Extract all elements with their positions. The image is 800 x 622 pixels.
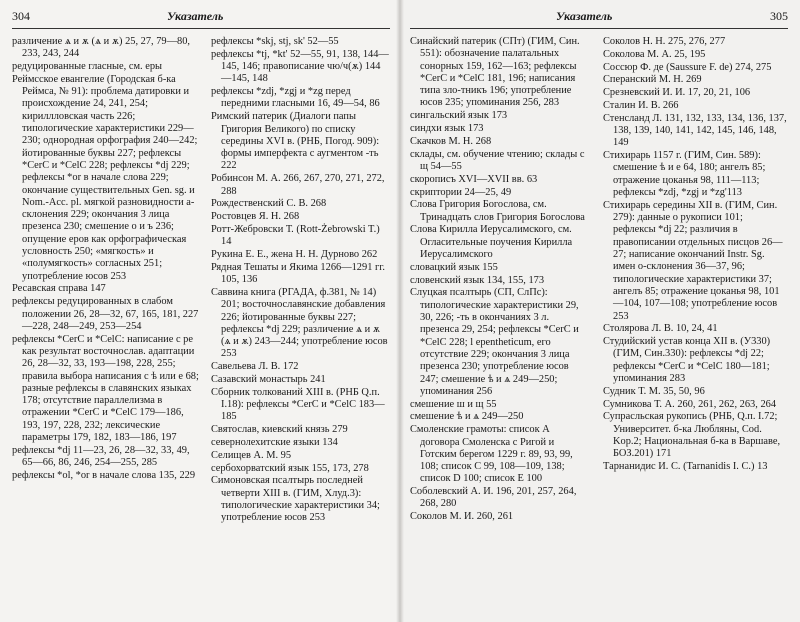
index-entry: Саввина книга (РГАДА, ф.381, № 14) 201; восточнославянские добавления 226; йотированные буквы 227; рефлексы *dj 229; различение ѧ и ѫ (ѧ и ѫ) 243—244; употребление юсов 253 <box>211 286 388 360</box>
index-entry: Ротт-Жебровски Т. (Rott-Żebrowski T.) 14 <box>211 223 380 248</box>
index-entry: Реймсское евангелие (Городская б-ка Реймса, № 91): проблема датировки и происхождение 24, 241, 254; кириллловская часть 226; типологические характеристики 229—230; однородная орфография 240—242; йотированные буквы 227; рефлексы *CerC и *CelC 228; рефлексы *dj 229; рефлексы *or в начале слова 229; окончание существительных Gen. sg. и Nom.-Acc. pl. мягкой разновидности a-склонения 229; окончания 3 лица презенса 230; смешение о и ъ 236; опущение еров как орфографическая условность 250; «мягкость» и «полумягкость» согласных 251; употребление юсов 253 <box>12 73 198 282</box>
index-entry: сербохорватский язык 155, 173, 278 <box>211 462 369 474</box>
index-entry: Рождественский С. В. 268 <box>211 198 327 210</box>
right-column-2 <box>603 36 788 524</box>
index-entry: Робинсон М. А. 266, 267, 270, 271, 272, 288 <box>211 173 385 197</box>
index-entry: скриптории 24—25, 49 <box>410 186 512 198</box>
index-entry: Савельева Л. В. 172 <box>211 361 299 373</box>
index-entry: севернолехитские языки 134 <box>211 437 338 448</box>
index-entry: Стенсланд Л. 131, 132, 133, 134, 136, 137, 138, 139, 140, 141, 142, 145, 146, 148, 149 <box>603 112 787 149</box>
left-page-columns <box>12 36 390 525</box>
index-entry: Святослав, киевский князь 279 <box>211 424 348 436</box>
index-entry: Тарнанидис И. С. (Tarnanidis I. C.) 13 <box>603 461 768 473</box>
index-entry: рефлексы *ol, *or в начале слова 135, 229 <box>12 469 196 481</box>
left-page-number: 304 <box>12 9 30 23</box>
index-entry: редуцированные гласные, см. еры <box>12 61 163 73</box>
index-entry: различение ѧ и ѫ (ѧ и ѫ) 25, 27, 79—80, 233, 243, 244 <box>12 36 191 60</box>
index-entry: Слуцкая псалтырь (СП, СлПс): типологические характеристики 29, 30, 226; -ть в окончаниях 3 л. презенса 29, 254; рефлексы *CerC и *CelC 228; l epentheticum, его отсутствие 229; окончания 3 лица презенса 230; употребление юсов 247; смешение ѣ и ѧ 249—250; упоминания 256 <box>410 287 579 397</box>
right-page <box>400 0 800 622</box>
right-running-title: Указатель <box>556 9 613 23</box>
index-entry: Сперанский М. Н. 269 <box>603 74 702 86</box>
index-entry: синдхи язык 173 <box>410 123 484 135</box>
index-entry: Студийский устав конца XII в. (У330) (ГИМ, Син.330): рефлексы *dj 22; рефлексы *CerC и *CelC 180—181; упоминания 283 <box>603 336 771 385</box>
index-entry: Рядная Тешаты и Якима 1266—1291 гг. 105, 136 <box>211 261 385 286</box>
index-entry: Столярова Л. В. 10, 24, 41 <box>603 323 718 335</box>
index-entry: рефлексы *zdj, *zgj и *zg перед передними гласными 16, 49—54, 86 <box>211 86 380 110</box>
index-entry: Соссюр Ф. де (Saussure F. de) 274, 275 <box>603 61 772 73</box>
index-entry: Ресавская справа 147 <box>12 283 106 295</box>
index-entry: Римский патерик (Диалоги папы Григория Великого) по списку середины XVI в. (РНБ, Погод. 909): формы имперфекта с аугментом -ть 222 <box>211 111 380 172</box>
index-entry: Сборник толкований XIII в. (РНБ Q.п. I.18): рефлексы *CerC и *CelC 183—185 <box>211 386 385 423</box>
index-entry: сингальский язык 173 <box>410 110 508 122</box>
index-entry: смешение ш и щ 55 <box>410 398 497 410</box>
index-entry: рефлексы *dj 11—23, 26, 28—32, 33, 49, 65—66, 86, 246, 254—255, 285 <box>12 444 190 469</box>
right-page-header <box>410 4 788 29</box>
index-entry: Супрасльская рукопись (РНБ, Q.п. I.72; Университет. б-ка Любляны, Cod. Kop.2; Национальная б-ка в Варшаве, БОЗ.201) 171 <box>603 411 781 460</box>
left-column-1 <box>12 36 199 525</box>
index-entry: Стихирарь 1157 г. (ГИМ, Син. 589): смешение ѣ и е 64, 180; ангелъ 85; отражение цоканья 98, 111—113; рефлексы *zdj, *zgj и *zg'113 <box>603 150 766 199</box>
index-entry: рефлексы редуцированных в слабом положении 26, 28—32, 67, 165, 181, 227—228, 248—249, 253—254 <box>12 296 199 332</box>
left-page-header <box>12 4 390 29</box>
book-gutter <box>396 0 404 622</box>
index-entry: Соболевский А. И. 196, 201, 257, 264, 268, 280 <box>410 486 577 510</box>
index-entry: Соколова М. А. 25, 195 <box>603 48 706 60</box>
index-entry: Ростовцев Я. Н. 268 <box>211 211 300 223</box>
left-column-2 <box>211 36 390 525</box>
index-entry: Слова Кирилла Иерусалимского, см. Оглаcительные поучения Кирилла Иерусалимского <box>410 224 573 261</box>
right-page-columns <box>410 36 788 524</box>
index-entry: Смоленские грамоты: список А договора Смоленска с Ригой и Готским берегом 1229 г. 89, 93, 99, 108; список С 99, 108—109, 138; список D 100; список Е 100 <box>410 424 573 485</box>
index-entry: рефлексы *skj, stj, sk' 52—55 <box>211 36 339 47</box>
left-running-title: Указатель <box>167 9 224 23</box>
index-entry: рефлексы *tj, *kt' 52—55, 91, 138, 144—145, 146; правописание чю/ч(ѫ) 144—145, 148 <box>211 48 389 85</box>
index-entry: Скачков М. Н. 268 <box>410 135 492 147</box>
index-entry: Слова Григория Богослова, см. Тринадцать слов Григория Богослова <box>410 199 585 223</box>
index-entry: Срезневский И. И. 17, 20, 21, 106 <box>603 87 751 99</box>
index-entry: словацкий язык 155 <box>410 261 498 273</box>
index-entry: Симоновская псалтырь последней четверти XIII в. (ГИМ, Хлуд.3): типологические характеристики 34; употребление юсов 253 <box>211 475 380 524</box>
index-entry: словенский язык 134, 155, 173 <box>410 274 545 286</box>
index-entry: Соколов М. И. 260, 261 <box>410 511 514 523</box>
index-entry: Сталин И. В. 266 <box>603 99 679 111</box>
index-entry: смешение ѣ и ѧ 249—250 <box>410 411 524 423</box>
right-column-1 <box>410 36 589 524</box>
right-page-number: 305 <box>770 9 788 23</box>
index-entry: Соколов Н. Н. 275, 276, 277 <box>603 36 726 47</box>
index-entry: Сазавский монастырь 241 <box>211 374 326 386</box>
index-entry: склады, см. обучение чтению; склады с щ 54—55 <box>410 148 585 172</box>
index-entry: Рукина Е. Е., жена Н. Н. Дурново 262 <box>211 249 378 261</box>
index-entry: рефлексы *CerC и *CelC: написание с ре как результат восточнослав. адаптации 26, 28—32, 33, 193—198, 228, 255; правила выбора написания с ѣ или е 68; разные рефлексы в славянских языках 178; отсутствие параллелизма в отражении *CerC и *CelC 179—186, 193, 197, 228, 232; лексические параметры 179, 182, 183—186, 197 <box>12 333 199 443</box>
index-entry: скорописъ XVI—XVII вв. 63 <box>410 173 538 185</box>
index-entry: Селищев А. М. 95 <box>211 449 292 461</box>
index-entry: Сумникова Т. А. 260, 261, 262, 263, 264 <box>603 398 777 410</box>
index-entry: Синайский патерик (СПт) (ГИМ, Син. 551): обозначение палатальных сонорных 159, 162—163; рефлексы *CerC и *CelC 181, 196; написания типа зло-тникъ 196; употребление юсов 235; упоминания 256, 283 <box>410 36 580 109</box>
index-entry: Судник Т. М. 35, 50, 96 <box>603 385 705 397</box>
index-entry: Стихирарь середины XII в. (ГИМ, Син. 279): данные о рукописи 101; рефлексы *dj 22; различия в правописании отдельных писцов 26—27; написание окончаний Instr. Sg. имен о-склонения 36—37, 96; типологические характеристики 37; ангелъ 85; отражение цоканья 98, 101—104, 107—108; употребление юсов 253 <box>603 199 783 322</box>
